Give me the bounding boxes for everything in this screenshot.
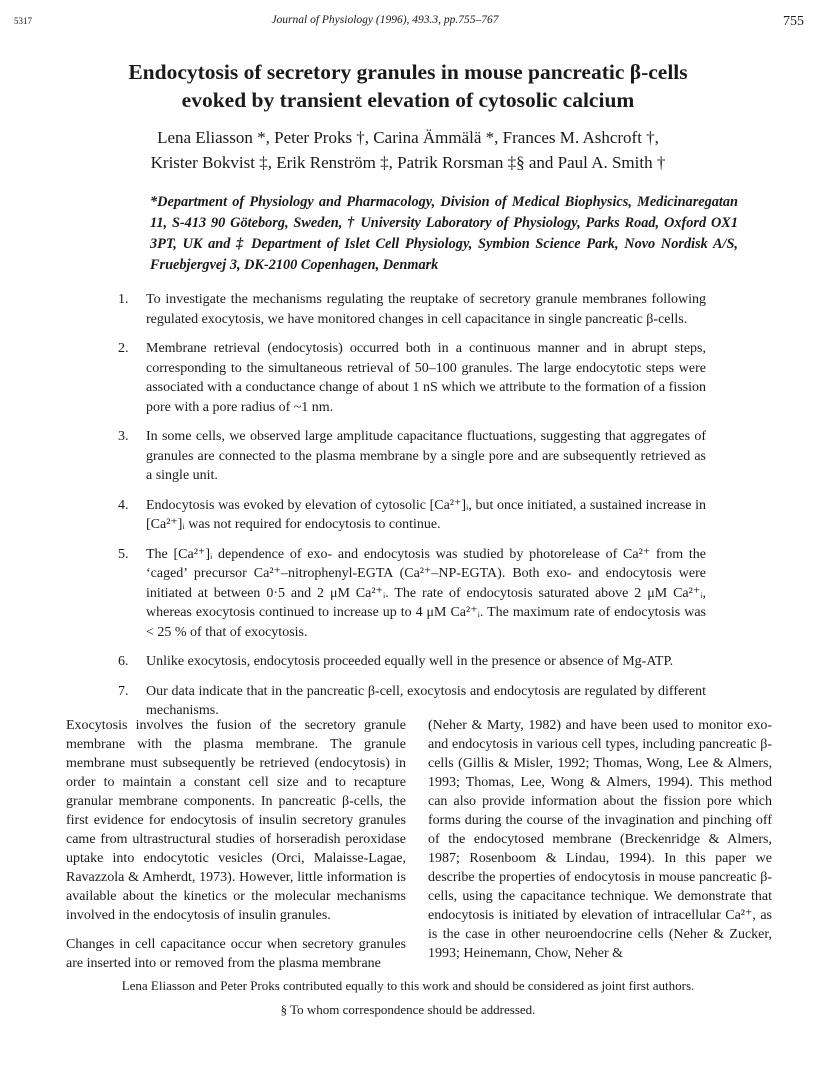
abstract-item	[118, 682, 706, 721]
title-line-2: evoked by transient elevation of cytosolic calcium	[181, 88, 635, 112]
authors-line-2: Krister Bokvist ‡, Erik Renström ‡, Patrik Rorsman ‡§ and Paul A. Smith †	[150, 153, 666, 172]
abstract-item	[118, 496, 706, 535]
body-paragraph: Changes in cell capacitance occur when secretory granules are inserted into or removed from the plasma membrane	[66, 937, 406, 971]
footnote-joint-authors: Lena Eliasson and Peter Proks contributed equally to this work and should be considered as joint first authors.	[121, 978, 695, 993]
abstract-item-text: Unlike exocytosis, endocytosis proceeded equally well in the presence or absence of Mg-ATP.	[146, 654, 674, 669]
abstract-item	[118, 652, 706, 672]
abstract-item-number: 7.	[118, 683, 129, 699]
document-code: 5317	[14, 16, 32, 26]
abstract-item-number: 1.	[118, 292, 129, 307]
body-column-right	[428, 716, 772, 973]
abstract-item	[118, 339, 706, 417]
abstract-item	[118, 545, 706, 643]
abstract-item-text: To investigate the mechanisms regulating the reuptake of secretory granule membranes following regulated exocytosis, we have monitored changes in cell capacitance in single pancreatic β-cells.	[146, 292, 706, 327]
affiliations: *Department of Physiology and Pharmacology, Division of Medical Biophysics, Medicinaregatan 11, S-413 90 Göteborg, Sweden, † University Laboratory of Physiology, Parks Road, Oxford OX1 3PT, UK and ‡ Department of Islet Cell Physiology, Symbion Science Park, Novo Nordisk A/S, Fruebjergvej 3, DK-2100 Copenhagen, Denmark	[150, 194, 738, 273]
page-number: 755	[783, 14, 804, 29]
footnotes	[90, 974, 726, 1022]
abstract-item	[118, 290, 706, 329]
abstract-item-text: The [Ca²⁺]ᵢ dependence of exo- and endocytosis was studied by photorelease of Ca²⁺ from the ‘caged’ precursor Ca²⁺–nitrophenyl-EGTA (Ca²⁺–NP-EGTA). Both exo- and endocytosis were initiated at between 0·5 and 2 μM Ca²⁺ᵢ. The rate of endocytosis saturated above 2 μM Ca²⁺ᵢ, whereas exocytosis continued to increase up to 4 μM Ca²⁺ᵢ. The maximum rate of endocytosis was < 25 % of that of exocytosis.	[146, 546, 706, 640]
abstract-item-number: 4.	[118, 497, 129, 513]
body-column-left	[66, 716, 406, 983]
footnote-correspondence: § To whom correspondence should be addressed.	[280, 1002, 536, 1017]
abstract-item-number: 6.	[118, 654, 129, 669]
abstract-item-text: Membrane retrieval (endocytosis) occurred both in a continuous manner and in abrupt steps, corresponding to the simultaneous retrieval of 50–100 granules. The large endocytotic steps were associated with a conductance change of about 1 nS which we attribute to the formation of a fission pore with a pore radius of ~1 nm.	[146, 341, 706, 415]
abstract-item-text: Our data indicate that in the pancreatic β-cell, exocytosis and endocytosis are regulated by different mechanisms.	[146, 683, 706, 718]
abstract-item-number: 5.	[118, 546, 129, 562]
title-line-1: Endocytosis of secretory granules in mouse pancreatic β-cells	[128, 60, 688, 84]
journal-citation: Journal of Physiology (1996), 493.3, pp.755–767	[271, 14, 499, 26]
abstract-item-text: In some cells, we observed large amplitude capacitance fluctuations, suggesting that aggregates of granules are connected to the plasma membrane by a single pore and are subsequently retrieved as a single unit.	[146, 429, 706, 483]
body-paragraph: Exocytosis involves the fusion of the secretory granule membrane with the plasma membrane. The granule membrane must subsequently be retrieved (endocytosis) in order to maintain a constant cell size and to recapture granular membrane components. In pancreatic β-cells, the first evidence for endocytosis of insulin secretory granules came from ultrastructural studies of horseradish peroxidase uptake into endocytotic vesicles (Orci, Malaisse-Lagae, Ravazzola & Amherdt, 1973). However, little information is available about the kinetics or the molecular mechanisms involved in the endocytosis of insulin granules.	[66, 718, 406, 923]
abstract-item-number: 3.	[118, 429, 129, 444]
author-list	[80, 125, 736, 175]
abstract-item	[118, 427, 706, 486]
article-title	[60, 58, 756, 114]
abstract	[118, 290, 706, 731]
abstract-item-number: 2.	[118, 341, 129, 356]
body-paragraph: (Neher & Marty, 1982) and have been used to monitor exo- and endocytosis in various cell types, including pancreatic β-cells (Gillis & Misler, 1992; Thomas, Wong, Lee & Almers, 1993; Thomas, Lee, Wong & Almers, 1994). This method can also provide information about the fission pore which forms during the course of the invagination and pinching off of the endocytosed membrane (Breckenridge & Almers, 1987; Rosenboom & Lindau, 1994). In this paper we describe the properties of endocytosis in mouse pancreatic β-cells, using the capacitance technique. We demonstrate that endocytosis is initiated by elevation of intracellular Ca²⁺, as is the case in other neuroendocrine cells (Neher & Zucker, 1993; Heinemann, Chow, Neher &	[428, 718, 772, 961]
abstract-item-text: Endocytosis was evoked by elevation of cytosolic [Ca²⁺]ᵢ, but once initiated, a sustained increase in [Ca²⁺]ᵢ was not required for endocytosis to continue.	[146, 497, 706, 532]
authors-line-1: Lena Eliasson *, Peter Proks †, Carina Ämmälä *, Frances M. Ashcroft †,	[157, 128, 659, 147]
running-header	[14, 12, 804, 32]
